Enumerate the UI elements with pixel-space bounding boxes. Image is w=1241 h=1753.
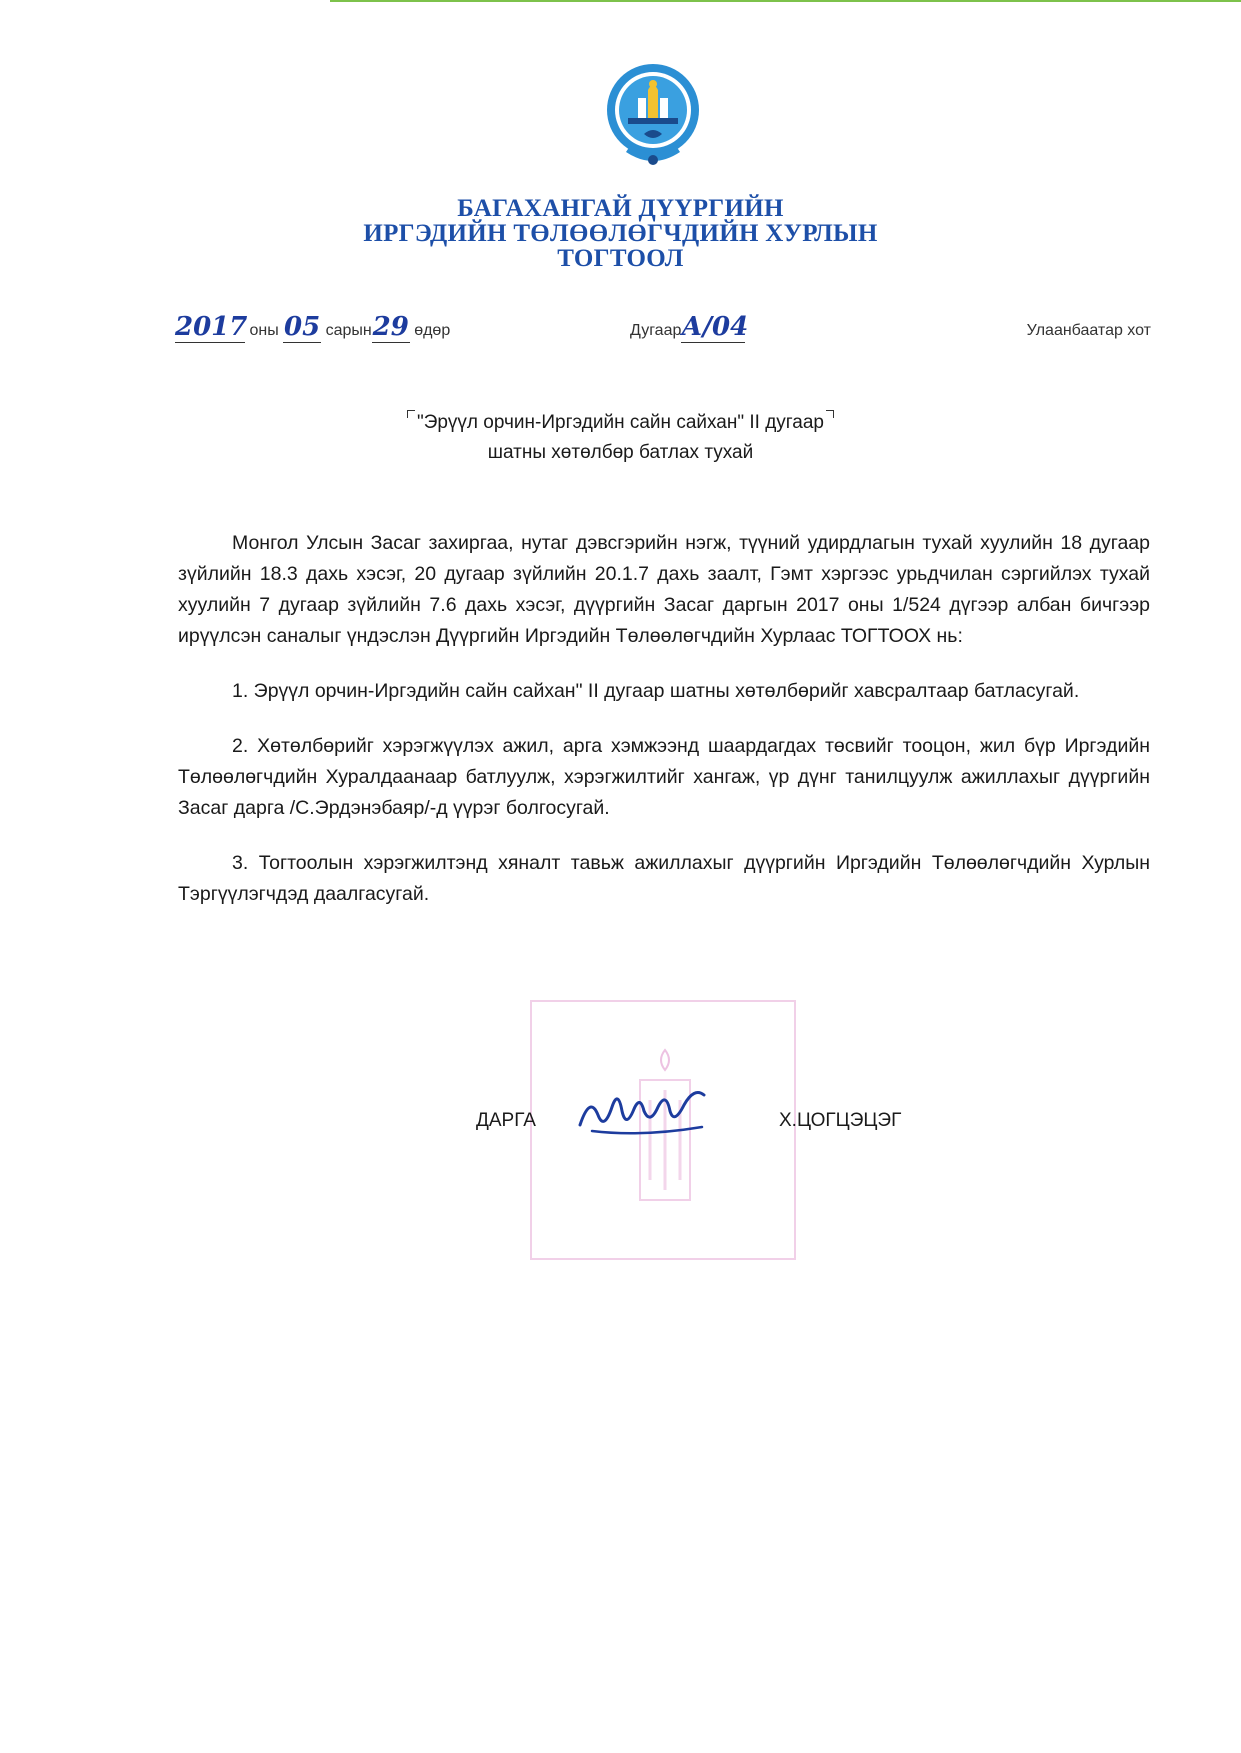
signatory-title: ДАРГА	[476, 1110, 536, 1131]
resolution-item-1: 1. Эрүүл орчин-Иргэдийн сайн сайхан" II дугаар шатны хөтөлбөрийг хавсралтаар батласугай.	[232, 680, 1080, 702]
bracket-corner-left	[407, 410, 415, 418]
number-label: Дугаар	[630, 322, 682, 339]
date-line	[175, 312, 450, 343]
issue-place: Улаанбаатар хот	[1026, 322, 1151, 339]
document-subject	[0, 408, 1241, 468]
document-number	[630, 312, 749, 343]
top-color-rule	[330, 0, 1241, 2]
state-emblem-icon	[598, 60, 708, 180]
subject-line-1: "Эрүүл орчин-Иргэдийн сайн сайхан" II дугаар	[416, 412, 825, 433]
number-value: А/04	[681, 312, 749, 342]
header-line-1: БАГАХАНГАЙ ДҮҮРГИЙН	[457, 195, 784, 222]
date-day-suffix: өдөр	[414, 322, 451, 339]
header-line-3: ТОГТООЛ	[557, 245, 684, 272]
subject-line-2: шатны хөтөлбөр батлах тухай	[487, 442, 754, 463]
header-line-2: ИРГЭДИЙН ТӨЛӨӨЛӨГЧДИЙН ХУРЛЫН	[363, 220, 878, 247]
issuer-header	[0, 196, 1241, 271]
preamble-paragraph: Монгол Улсын Засаг захиргаа, нутаг дэвсгэрийн нэгж, түүний удирдлагын тухай хуулийн 18 дугаар зүйлийн 18.3 дахь хэсэг, 20 дугаар зүйлийн 20.1.7 дахь заалт, Гэмт хэргээс урьдчилан сэргийлэх тухай хуулийн 7 дугаар зүйлийн 7.6 дахь хэсэг, дүүргийн Засаг даргын 2017 оны 1/524 дүгээр албан бичгээр ирүүлсэн саналыг үндэслэн Дүүргийн Иргэдийн Төлөөлөгчдийн Хурлаас ТОГТООХ нь:	[178, 532, 1150, 647]
date-month-suffix: сарын	[325, 322, 372, 339]
handwritten-signature	[572, 1085, 722, 1145]
date-day: 29	[372, 312, 409, 342]
date-year: 2017	[175, 312, 248, 342]
resolution-item-3: 3. Тогтоолын хэрэгжилтэнд хяналт тавьж ажиллахыг дүүргийн Иргэдийн Төлөөлөгчдийн Хурлын Тэргүүлэгчдэд даалгасугай.	[178, 852, 1150, 905]
document-body	[178, 528, 1150, 934]
resolution-item-2: 2. Хөтөлбөрийг хэрэгжүүлэх ажил, арга хэмжээнд шаардагдах төсвийг тооцон, жил бүр Иргэдийн Төлөөлөгчдийн Хуралдаанаар батлуулж, хэрэгжилтийг хангаж, үр дүнг танилцуулж ажиллахыг дүүргийн Засаг дарга /С.Эрдэнэбаяр/-д үүрэг болгосугай.	[178, 735, 1150, 819]
bracket-corner-right	[826, 410, 834, 418]
date-month: 05	[284, 312, 321, 342]
date-year-suffix: оны	[249, 322, 279, 339]
signatory-name: Х.ЦОГЦЭЦЭГ	[779, 1110, 902, 1131]
